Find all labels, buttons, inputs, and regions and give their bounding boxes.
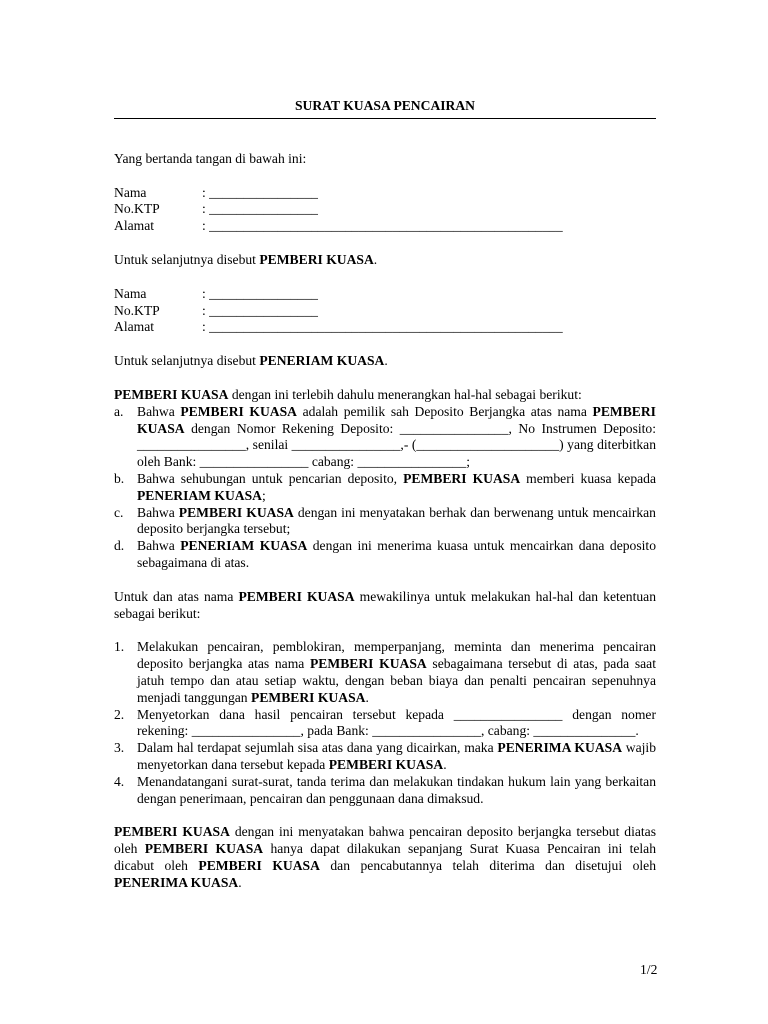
statement-intro: PEMBERI KUASA dengan ini terlebih dahulu menerangkan hal-hal sebagai berikut: bbox=[114, 386, 582, 402]
party-name: PEMBERI KUASA bbox=[251, 689, 366, 705]
text-run: Menyetorkan dana hasil pencairan tersebut kepada ________________ dengan nomer rekening: ________________, pada Bank: ________________, cabang: _______________. bbox=[137, 706, 656, 739]
page-number: 1/2 bbox=[640, 962, 658, 977]
party-name: PEMBERI KUASA bbox=[180, 403, 297, 419]
list-item-text bbox=[137, 707, 656, 741]
statement-list bbox=[114, 404, 656, 572]
party-name: PENERIMA KUASA bbox=[497, 740, 623, 756]
text-run: hanya dapat dilakukan sepanjang Surat Kuasa Pencairan ini telah dicabut oleh bbox=[114, 841, 657, 873]
list-marker: d. bbox=[114, 538, 125, 554]
list-marker: 4. bbox=[114, 773, 125, 789]
text-run: dengan ini menyatakan bahwa pencairan deposito berjangka tersebut diatas oleh bbox=[114, 824, 656, 857]
field-label: Alamat bbox=[114, 319, 155, 335]
text-run: Bahwa bbox=[137, 403, 181, 419]
list-marker: 3. bbox=[114, 740, 125, 756]
mandate-list bbox=[114, 639, 656, 807]
text-run: Untuk dan atas nama bbox=[114, 588, 239, 604]
field-blank: : ____________________________________________________ bbox=[202, 319, 563, 335]
list-item bbox=[114, 639, 656, 706]
field-blank: : ________________ bbox=[202, 285, 318, 301]
party-name: PEMBERI KUASA bbox=[310, 656, 427, 672]
text-run: ; bbox=[262, 487, 266, 503]
text-run: Melakukan pencairan, pemblokiran, memperpanjang, meminta dan menerima pencairan deposito berjangka atas nama bbox=[137, 639, 656, 672]
text-run: Bahwa bbox=[137, 538, 181, 554]
list-item-text bbox=[137, 505, 656, 539]
giver-field-name bbox=[114, 185, 656, 202]
party-name: PEMBERI KUASA bbox=[328, 756, 444, 772]
list-marker: c. bbox=[114, 504, 124, 520]
receiver-fields bbox=[114, 286, 656, 336]
receiver-designation: Untuk selanjutnya disebut PENERIAM KUASA. bbox=[114, 353, 388, 369]
document-body bbox=[114, 98, 656, 891]
text-run: wajib menyetorkan dana tersebut kepada bbox=[137, 740, 657, 772]
party-name: PENERIAM KUASA bbox=[137, 487, 262, 503]
receiver-field-name bbox=[114, 286, 656, 303]
party-name: PEMBERI KUASA bbox=[137, 403, 656, 436]
mandate-intro bbox=[114, 589, 656, 623]
receiver-field-ktp bbox=[114, 303, 656, 320]
list-item-text bbox=[137, 639, 656, 706]
list-item bbox=[114, 774, 656, 808]
text-run: dengan Nomor Rekening Deposito: ________________, No Instrumen Deposito: ________________, senilai ________________,- (_____________________) yang diterbitkan oleh Bank: ________________ cabang: ________________; bbox=[137, 420, 656, 470]
list-item bbox=[114, 538, 656, 572]
party-name: PEMBERI KUASA bbox=[178, 504, 294, 520]
giver-designation: Untuk selanjutnya disebut PEMBERI KUASA. bbox=[114, 251, 378, 267]
party-name: PEMBERI KUASA bbox=[403, 470, 521, 486]
text-run: . bbox=[365, 689, 369, 705]
field-label: No.KTP bbox=[114, 201, 160, 217]
party-name: PEMBERI KUASA bbox=[238, 588, 355, 604]
text-run: Bahwa sehubungan untuk pencarian deposito, bbox=[137, 470, 404, 486]
giver-field-address bbox=[114, 218, 656, 235]
closing-paragraph bbox=[114, 824, 656, 891]
text-run: dan pencabutannya telah diterima dan disetujui oleh bbox=[319, 857, 656, 873]
party-name: PEMBERI KUASA bbox=[198, 857, 320, 873]
field-label: Alamat bbox=[114, 218, 155, 234]
list-marker: 1. bbox=[114, 639, 125, 655]
text-run: memberi kuasa kepada bbox=[520, 470, 656, 486]
text-run: . bbox=[238, 874, 242, 890]
list-item bbox=[114, 505, 656, 539]
list-item bbox=[114, 740, 656, 774]
list-marker: a. bbox=[114, 403, 124, 419]
field-label: No.KTP bbox=[114, 302, 160, 318]
text-run: sebagaimana tersebut di atas, pada saat jatuh tempo dan atau setiap waktu, dengan beban biaya dan penalti pencairan sepenuhnya menjadi tanggungan bbox=[137, 656, 656, 705]
intro-text: Yang bertanda tangan di bawah ini: bbox=[114, 150, 307, 166]
field-blank: : ________________ bbox=[202, 302, 318, 318]
text-run: Menandatangani surat-surat, tanda terima dan melakukan tindakan hukum lain yang berkaitan dengan penerimaan, pencairan dan penggunaan dana dimaksud. bbox=[137, 773, 656, 806]
party-name: PENERIMA KUASA bbox=[114, 874, 239, 890]
field-label: Nama bbox=[114, 285, 147, 301]
text-run: dengan ini menyatakan berhak dan berwenang untuk mencairkan deposito berjangka tersebut; bbox=[137, 504, 656, 537]
list-item-text bbox=[137, 471, 656, 505]
list-item-text bbox=[137, 774, 656, 808]
list-marker: b. bbox=[114, 470, 125, 486]
list-item-text bbox=[137, 404, 656, 471]
field-label: Nama bbox=[114, 184, 147, 200]
field-blank: : ____________________________________________________ bbox=[202, 218, 563, 234]
giver-fields bbox=[114, 185, 656, 235]
list-marker: 2. bbox=[114, 706, 125, 722]
text-run: adalah pemilik sah Deposito Berjangka atas nama bbox=[297, 403, 593, 419]
party-name: PEMBERI KUASA bbox=[144, 841, 264, 857]
text-run: Bahwa bbox=[137, 504, 179, 520]
party-name: PENERIAM KUASA bbox=[180, 538, 308, 554]
list-item bbox=[114, 471, 656, 505]
text-run: dengan ini menerima kuasa untuk mencairkan dana deposito sebagaimana di atas. bbox=[137, 538, 656, 570]
document-title: SURAT KUASA PENCAIRAN bbox=[114, 98, 656, 119]
giver-field-ktp bbox=[114, 201, 656, 218]
text-run: mewakilinya untuk melakukan hal-hal dan ketentuan sebagai berikut: bbox=[114, 588, 657, 621]
text-run: Dalam hal terdapat sejumlah sisa atas dana yang dicairkan, maka bbox=[137, 740, 498, 756]
list-item-text bbox=[137, 740, 656, 774]
field-blank: : ________________ bbox=[202, 184, 318, 200]
field-blank: : ________________ bbox=[202, 201, 318, 217]
list-item bbox=[114, 707, 656, 741]
receiver-field-address bbox=[114, 319, 656, 336]
list-item bbox=[114, 404, 656, 471]
party-name: PEMBERI KUASA bbox=[114, 824, 230, 840]
list-item-text bbox=[137, 538, 656, 572]
text-run: . bbox=[443, 756, 447, 772]
